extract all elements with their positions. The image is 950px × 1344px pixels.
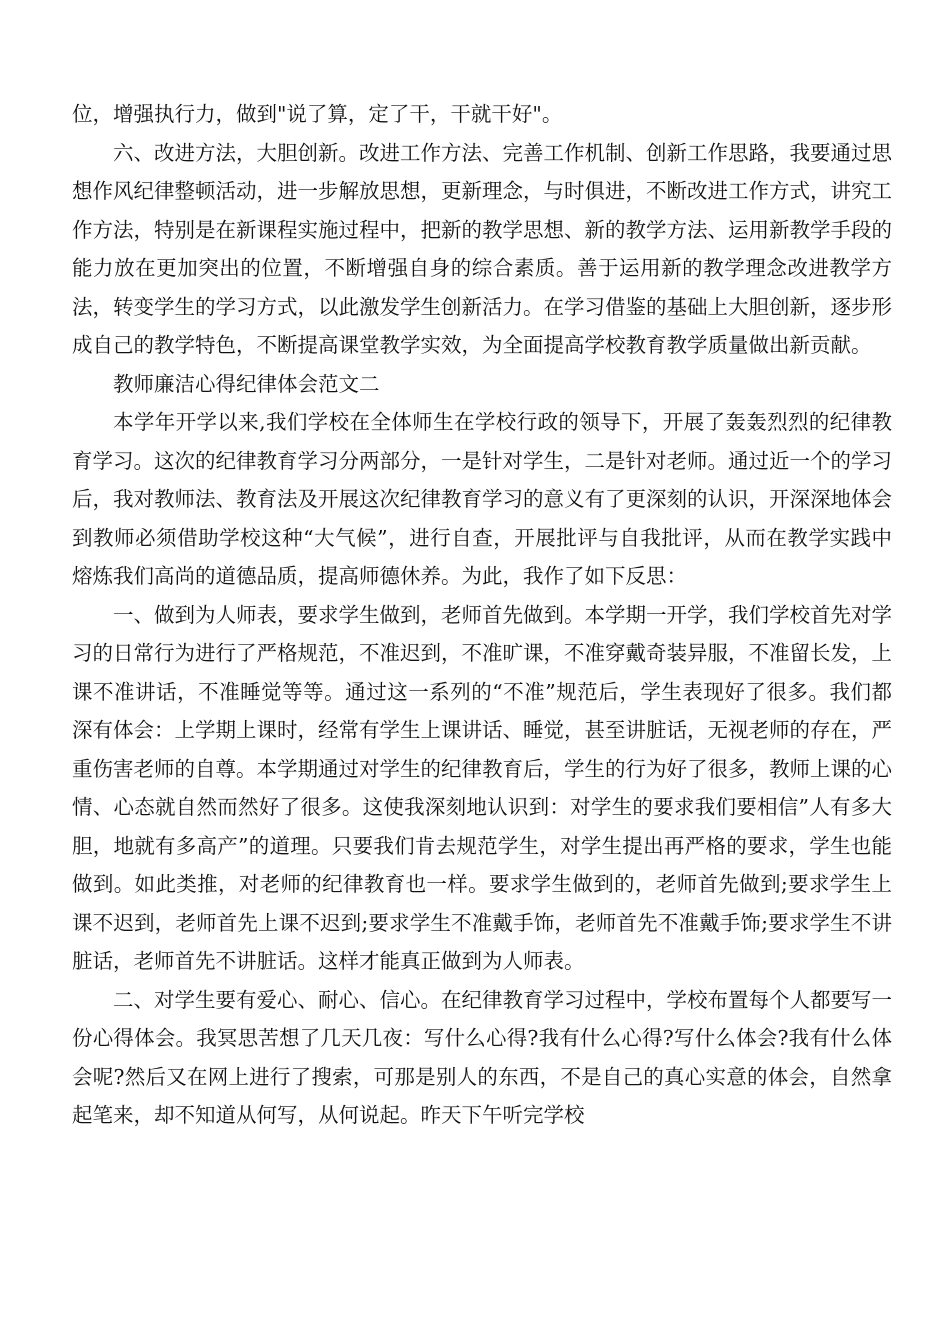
paragraph-continuation: 位，增强执行力，做到"说了算，定了干，干就干好"。 [72, 102, 563, 126]
paragraph-section-six: 六、改进方法，大胆创新。改进工作方法、完善工作机制、创新工作思路，我要通过思想作风纪律整顿活动，进一步解放思想，更新理念，与时俱进，不断改进工作方式，讲究工作方法，特别是在新课程实施过程中，把新的教学思想、新的教学方法、运用新教学手段的能力放在更加突出的位置，不断增强自身的综合素质。善于运用新的教学理念改进教学方法，转变学生的学习方式，以此激发学生创新活力。在学习借鉴的基础上大胆创新，逐步形成自己的教学特色，不断提高课堂教学实效，为全面提高学校教育教学质量做出新贡献。 [72, 140, 892, 357]
paragraph-point-one: 一、做到为人师表，要求学生做到，老师首先做到。本学期一开学，我们学校首先对学习的日常行为进行了严格规范，不准迟到，不准旷课，不准穿戴奇装异服，不准留长发，上课不准讲话，不准睡觉等等。通过这一系列的“不准”规范后，学生表现好了很多。我们都深有体会：上学期上课时，经常有学生上课讲话、睡觉，甚至讲脏话，无视老师的存在，严重伤害老师的自尊。本学期通过对学生的纪律教育后，学生的行为好了很多，教师上课的心情、心态就自然而然好了很多。这使我深刻地认识到：对学生的要求我们要相信”人有多大胆，地就有多高产”的道理。只要我们肯去规范学生，对学生提出再严格的要求，学生也能做到。如此类推，对老师的纪律教育也一样。要求学生做到的，老师首先做到;要求学生上课不迟到，老师首先上课不迟到;要求学生不准戴手饰，老师首先不准戴手饰;要求学生不讲脏话，老师首先不讲脏话。这样才能真正做到为人师表。 [72, 602, 892, 973]
article-heading: 教师廉洁心得纪律体会范文二 [113, 371, 380, 396]
document-page [72, 95, 892, 1135]
paragraph-point-two: 二、对学生要有爱心、耐心、信心。在纪律教育学习过程中，学校布置每个人都要写一份心得体会。我冥思苦想了几天几夜：写什么心得?我有什么心得?写什么体会?我有什么体会呢?然后又在网上进行了搜索，可那是别人的东西，不是自己的真心实意的体会，自然拿起笔来，却不知道从何写，从何说起。昨天下午听完学校 [72, 987, 892, 1127]
paragraph-intro: 本学年开学以来,我们学校在全体师生在学校行政的领导下，开展了轰轰烈烈的纪律教育学习。这次的纪律教育学习分两部分，一是针对学生，二是针对老师。通过近一个的学习后，我对教师法、教育法及开展这次纪律教育学习的意义有了更深刻的认识，开深深地体会到教师必须借助学校这种“大气候”，进行自查，开展批评与自我批评，从而在教学实践中熔炼我们高尚的道德品质，提高师德休养。为此，我作了如下反思： [72, 410, 892, 588]
